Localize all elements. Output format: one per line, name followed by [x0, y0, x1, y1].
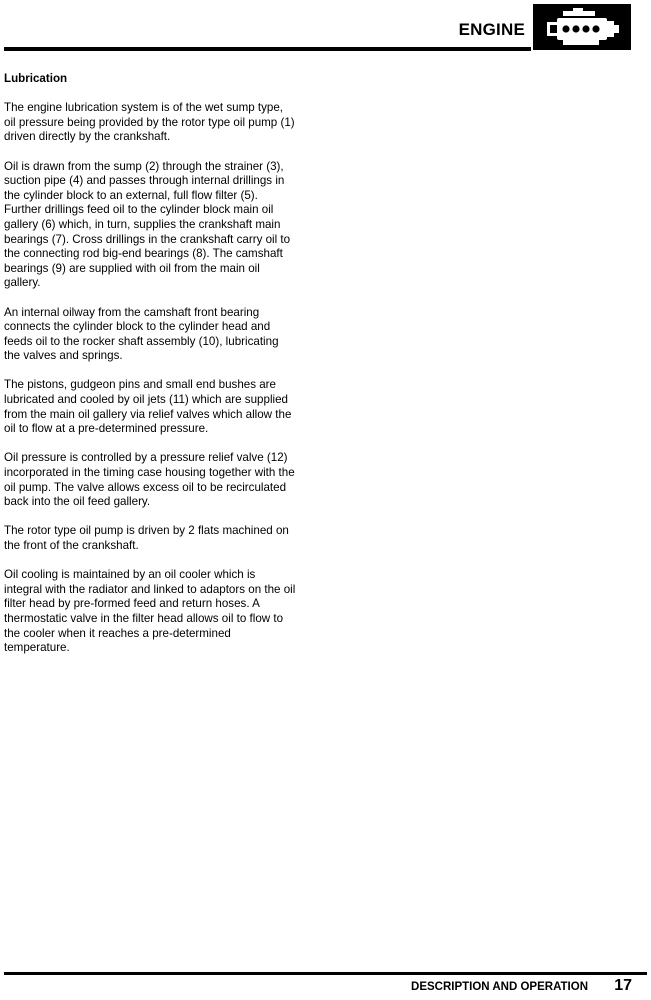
paragraph: Oil is drawn from the sump (2) through the strainer (3), suction pipe (4) and passes through internal drillings in the cylinder block to an external, full flow filter (5). Further drillings feed oil to the cylinder block main oil gallery (6) which, in turn, supplies the crankshaft main bearings (7). Cross drillings in the crankshaft carry oil to the connecting rod big-end bearings (8). The camshaft bearings (9) are supplied with oil from the main oil gallery.	[4, 159, 291, 290]
paragraph: The pistons, gudgeon pins and small end bushes are lubricated and cooled by oil jets (11) which are supplied from the main oil gallery via relief valves which allow the oil to flow at a pre-determined pressure.	[4, 378, 292, 436]
page-number: 17	[614, 977, 632, 994]
footer-rule	[4, 972, 647, 975]
header-rule	[4, 47, 531, 51]
page-content	[4, 72, 296, 670]
footer-section-title: DESCRIPTION AND OPERATION	[411, 981, 588, 993]
paragraph: The rotor type oil pump is driven by 2 flats machined on the front of the crankshaft.	[4, 524, 289, 552]
section-heading: Lubrication	[4, 72, 68, 85]
header-title: ENGINE	[458, 20, 525, 39]
paragraph: Oil pressure is controlled by a pressure relief valve (12) incorporated in the timing case housing together with the oil pump. The valve allows excess oil to be recirculated back into the oil feed gallery.	[4, 451, 295, 509]
paragraph: Oil cooling is maintained by an oil cooler which is integral with the radiator and linked to adaptors on the oil filter head by pre-formed feed and return hoses. A thermostatic valve in the filter head allows oil to flow to the cooler when it reaches a pre-determined temperature.	[4, 568, 296, 655]
engine-icon	[533, 4, 631, 50]
paragraph: The engine lubrication system is of the wet sump type, oil pressure being provided by the rotor type oil pump (1) driven directly by the crankshaft.	[4, 101, 295, 144]
paragraph: An internal oilway from the camshaft front bearing connects the cylinder block to the cylinder head and feeds oil to the rocker shaft assembly (10), lubricating the valves and springs.	[4, 305, 279, 363]
